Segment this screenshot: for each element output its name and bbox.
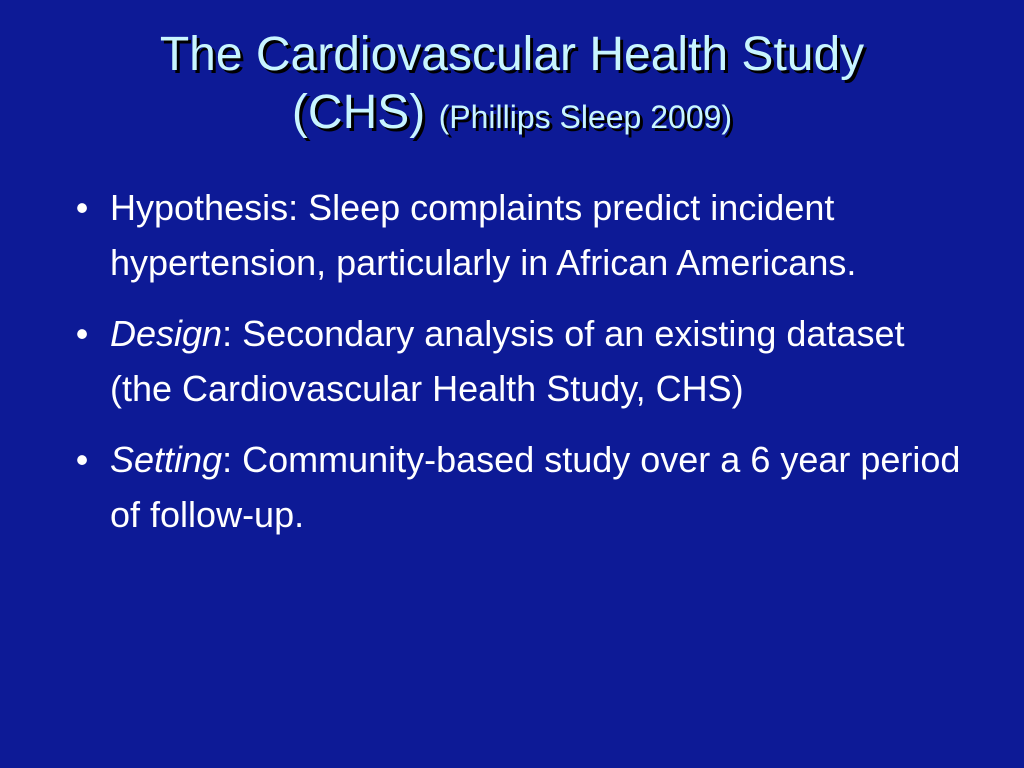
title-acronym: (CHS) bbox=[291, 86, 426, 139]
bullet-setting-label: Setting bbox=[110, 439, 223, 480]
bullet-design-separator: : bbox=[222, 313, 233, 354]
bullet-setting bbox=[72, 432, 972, 542]
bullet-setting-separator: : bbox=[222, 439, 233, 480]
bullet-design-text bbox=[110, 306, 972, 416]
bullet-hypothesis-text: Hypothesis: Sleep complaints predict incident hypertension, particularly in African Americans. bbox=[110, 187, 857, 283]
bullet-design-label: Design bbox=[110, 313, 223, 354]
bullet-design-body: Secondary analysis of an existing dataset (the Cardiovascular Health Study, CHS) bbox=[110, 313, 905, 409]
slide-title bbox=[40, 26, 984, 146]
bullet-setting-text bbox=[110, 432, 972, 542]
bullet-list bbox=[72, 180, 972, 558]
bullet-design bbox=[72, 306, 972, 416]
title-line-2 bbox=[40, 84, 984, 146]
title-line-1: The Cardiovascular Health Study bbox=[159, 28, 865, 81]
bullet-marker: • bbox=[75, 313, 89, 354]
bullet-setting-body: Community-based study over a 6 year period of follow-up. bbox=[110, 439, 961, 535]
bullet-marker: • bbox=[75, 187, 89, 228]
bullet-hypothesis bbox=[72, 180, 972, 290]
bullet-marker: • bbox=[75, 439, 89, 480]
title-citation: (Phillips Sleep 2009) bbox=[438, 99, 733, 135]
